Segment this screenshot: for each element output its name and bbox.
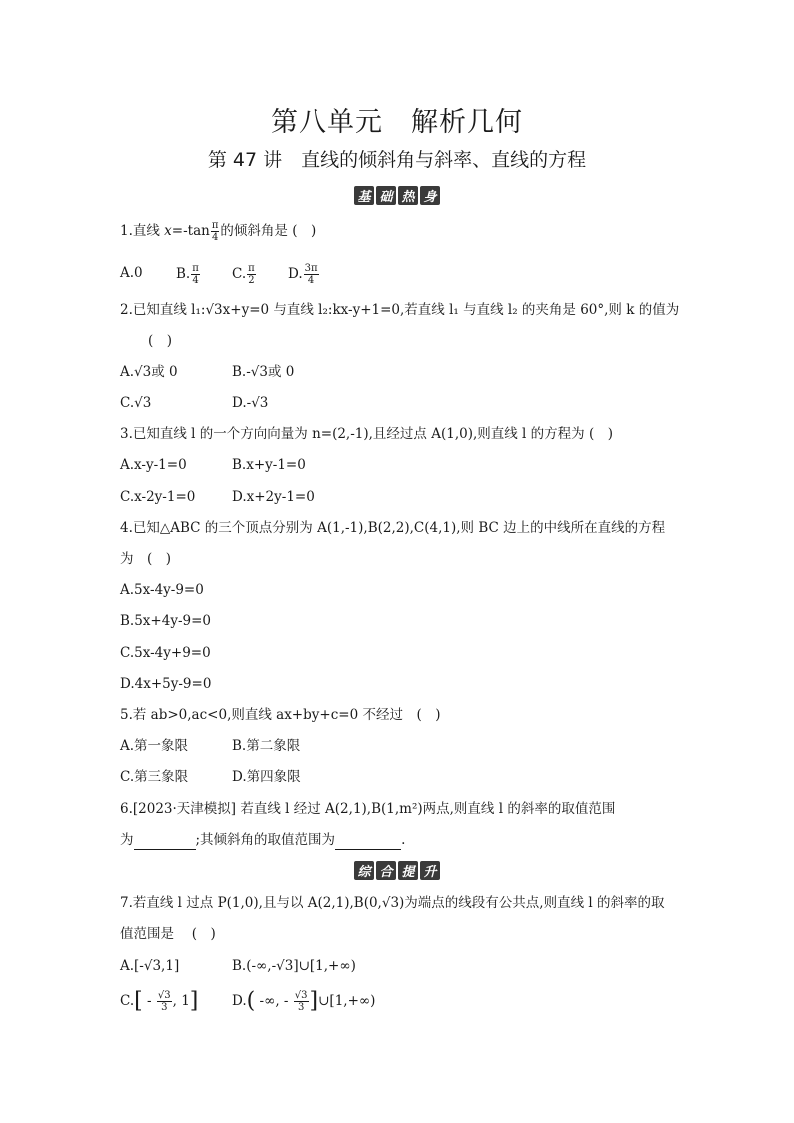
answer-blank-1[interactable]: [134, 835, 196, 850]
q5-option-a[interactable]: A.第一象限: [120, 738, 189, 754]
q1-option-c[interactable]: C. $\frac{\pi}{2}$: [232, 263, 255, 286]
badge-char: 综: [354, 861, 374, 880]
q4-option-c[interactable]: C.5x-4y+9=0: [120, 645, 211, 661]
q4-option-b[interactable]: B.5x+4y-9=0: [120, 613, 211, 629]
q1-var: x: [164, 223, 172, 239]
q7-option-c[interactable]: C.[ - $\frac{√3}{3}$ , 1]: [120, 988, 199, 1014]
badge-char: 合: [376, 861, 396, 880]
q4-option-a[interactable]: A.5x-4y-9=0: [120, 582, 204, 598]
lecture-title: 第 47 讲 直线的倾斜角与斜率、直线的方程: [207, 149, 587, 171]
q3-option-c[interactable]: C.x-2y-1=0: [120, 489, 196, 505]
question-6-stem: 6.[2023·天津模拟] 若直线 l 经过 A(2,1),B(1,m²)两点,则直线 l 的斜率的取值范围: [120, 801, 616, 817]
question-3-stem: 3.已知直线 l 的一个方向向量为 n=(2,-1),且经过点 A(1,0),则直线 l 的方程为 ( ): [120, 426, 613, 442]
q5-option-b[interactable]: B.第二象限: [232, 738, 301, 754]
badge-char: 基: [354, 186, 374, 205]
q1-option-d[interactable]: D. $\frac{3\pi}{4}$: [288, 263, 318, 286]
question-6-blanks: 为 ;其倾斜角的取值范围为 .: [120, 832, 406, 848]
q2-option-d[interactable]: D.-√3: [232, 395, 269, 411]
q7-option-a[interactable]: A.[-√3,1]: [120, 958, 180, 974]
section-badge-advanced: [354, 861, 440, 880]
q1-option-a[interactable]: A.0: [120, 265, 143, 281]
q1-text: =-tan: [171, 223, 210, 239]
q5-option-d[interactable]: D.第四象限: [232, 769, 301, 785]
answer-blank-2[interactable]: [335, 835, 401, 850]
question-4-stem: 4.已知△ABC 的三个顶点分别为 A(1,-1),B(2,2),C(4,1),则 BC 边上的中线所在直线的方程: [120, 520, 666, 536]
question-7-stem-cont: 值范围是 ( ): [120, 926, 216, 942]
q2-option-c[interactable]: C.√3: [120, 395, 152, 411]
q1-text: 1.直线: [120, 223, 165, 239]
q3-option-d[interactable]: D.x+2y-1=0: [232, 489, 315, 505]
q4-option-d[interactable]: D.4x+5y-9=0: [120, 676, 212, 692]
badge-char: 升: [420, 861, 440, 880]
q1-option-b[interactable]: B. $\frac{\pi}{4}$: [176, 263, 199, 286]
q7-option-d[interactable]: D.( -∞, - $\frac{√3}{3}$ ]∪[1,+∞): [232, 988, 376, 1014]
q5-option-c[interactable]: C.第三象限: [120, 769, 189, 785]
badge-char: 身: [420, 186, 440, 205]
q1-fraction: $\frac{\pi}{4}$: [211, 220, 219, 243]
unit-title: 第八单元 解析几何: [271, 107, 523, 138]
q1-text: 的倾斜角是 ( ): [220, 223, 317, 239]
q3-option-a[interactable]: A.x-y-1=0: [120, 457, 187, 473]
q7-option-b[interactable]: B.(-∞,-√3]∪[1,+∞): [232, 958, 356, 974]
question-5-stem: 5.若 ab>0,ac<0,则直线 ax+by+c=0 不经过 ( ): [120, 707, 441, 723]
badge-char: 提: [398, 861, 418, 880]
q2-option-b[interactable]: B.-√3或 0: [232, 364, 295, 380]
question-2-bracket: ( ): [148, 333, 173, 349]
badge-char: 础: [376, 186, 396, 205]
question-4-stem-cont: 为 ( ): [120, 551, 172, 567]
section-badge-basic: [354, 186, 440, 205]
q2-option-a[interactable]: A.√3或 0: [120, 364, 178, 380]
badge-char: 热: [398, 186, 418, 205]
question-1-stem: [120, 220, 316, 243]
q3-option-b[interactable]: B.x+y-1=0: [232, 457, 306, 473]
question-2-stem: 2.已知直线 l₁:√3x+y=0 与直线 l₂:kx-y+1=0,若直线 l₁ 与直线 l₂ 的夹角是 60°,则 k 的值为: [120, 302, 680, 318]
question-7-stem: 7.若直线 l 过点 P(1,0),且与以 A(2,1),B(0,√3)为端点的线段有公共点,则直线 l 的斜率的取: [120, 895, 665, 911]
